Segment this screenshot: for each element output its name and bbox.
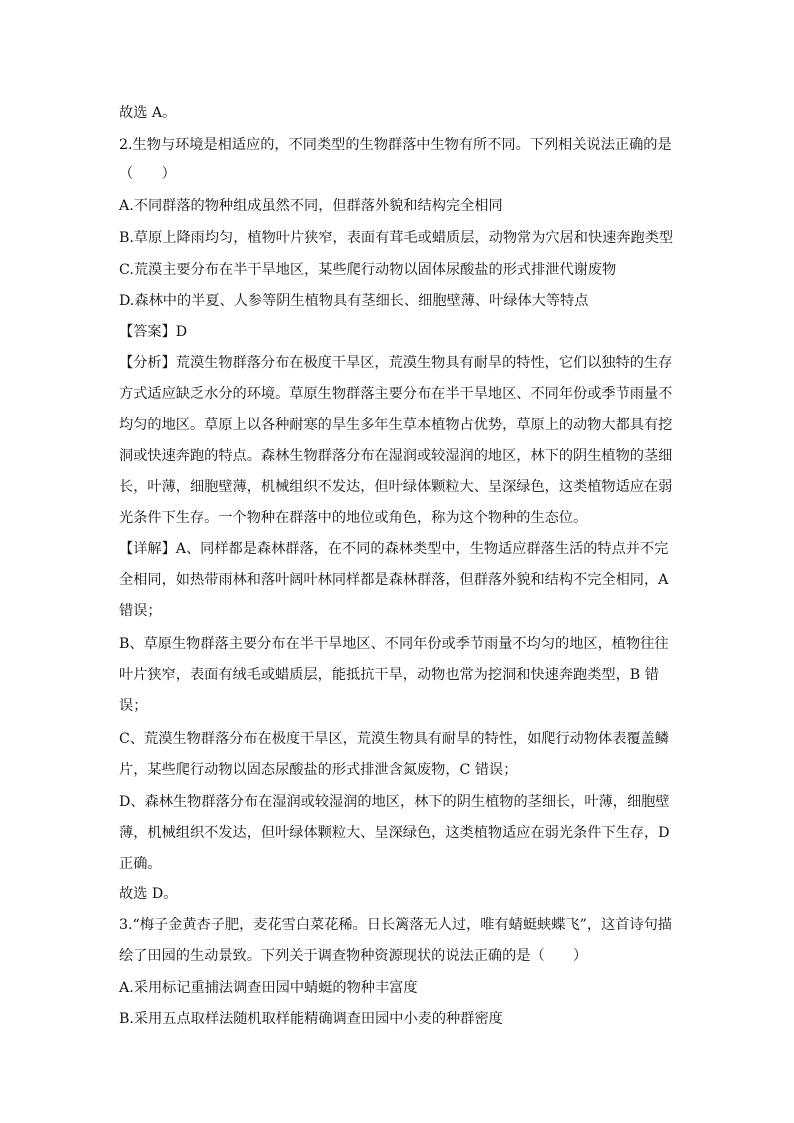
- analysis-line: 均匀的地区。草原上以各种耐寒的旱生多年生草本植物占优势，草原上的动物大都具有挖: [119, 417, 673, 433]
- explanation-line: 全相同，如热带雨林和落叶阔叶林同样都是森林群落，但群落外貌和结构不完全相同，A: [119, 572, 669, 588]
- analysis-line: 长，叶薄，细胞壁薄，机械组织不发达，但叶绿体颗粒大、呈深绿色，这类植物适应在弱: [119, 479, 673, 495]
- question-2-option-d: D.森林中的半夏、人参等阴生植物具有茎细长、细胞壁薄、叶绿体大等特点: [119, 293, 589, 309]
- analysis-line: 光条件下生存。一个物种在群落中的地位或角色，称为这个物种的生态位。: [119, 510, 588, 526]
- explanation-line: 薄，机械组织不发达，但叶绿体颗粒大、呈深绿色，这类植物适应在弱光条件下生存，D: [119, 825, 670, 841]
- explanation-line: 错误；: [119, 603, 162, 619]
- question-3-option-a: A.采用标记重捕法调查田园中蜻蜓的物种丰富度: [119, 980, 418, 996]
- analysis-line: 方式适应缺乏水分的环境。草原生物群落主要分布在半干旱地区、不同年份或季节雨量不: [119, 386, 673, 402]
- explanation-line: B、草原生物群落主要分布在半干旱地区、不同年份或季节雨量不均匀的地区，植物往往: [119, 636, 669, 652]
- text-line: 故选 D。: [119, 886, 178, 902]
- question-2-option-a: A.不同群落的物种组成虽然不同，但群落外貌和结构完全相同: [119, 198, 503, 214]
- question-2-blank: （ ）: [119, 166, 176, 182]
- explanation-line: 正确。: [119, 856, 162, 872]
- explanation-line: 片，某些爬行动物以固态尿酸盐的形式排泄含氮废物，C 错误；: [119, 762, 518, 778]
- question-2-option-c: C.荒漠主要分布在半干旱地区，某些爬行动物以固体尿酸盐的形式排泄代谢废物: [119, 262, 617, 278]
- explanation-line: 叶片狭窄，表面有绒毛或蜡质层，能抵抗干旱，动物也常为挖洞和快速奔跑类型，B 错: [119, 667, 659, 683]
- analysis-line: 洞或快速奔跑的特点。森林生物群落分布在湿润或较湿润的地区，林下的阴生植物的茎细: [119, 448, 673, 464]
- explanation-line: 【详解】A、同样都是森林群落，在不同的森林类型中，生物适应群落生活的特点并不完: [119, 541, 669, 557]
- analysis-line: 【分析】荒漠生物群落分布在极度干旱区，荒漠生物具有耐旱的特性，它们以独特的生存: [119, 355, 673, 371]
- question-2-stem: 2.生物与环境是相适应的，不同类型的生物群落中生物有所不同。下列相关说法正确的是: [119, 137, 672, 153]
- question-3-option-b: B.采用五点取样法随机取样能精确调查田园中小麦的种群密度: [119, 1011, 503, 1027]
- explanation-line: D、森林生物群落分布在湿润或较湿润的地区，林下的阴生植物的茎细长，叶薄，细胞壁: [119, 794, 670, 810]
- question-2-option-b: B.草原上降雨均匀，植物叶片狭窄，表面有茸毛或蜡质层，动物常为穴居和快速奔跑类型: [119, 230, 674, 246]
- answer-line: 【答案】D: [119, 324, 188, 340]
- question-3-stem: 绘了田园的生动景致。下列关于调查物种资源现状的说法正确的是（ ）: [119, 948, 588, 964]
- text-line: 故选 A。: [119, 105, 177, 121]
- explanation-line: C、荒漠生物群落分布在极度干旱区，荒漠生物具有耐旱的特性，如爬行动物体表覆盖鳞: [119, 731, 669, 747]
- explanation-line: 误；: [119, 698, 148, 714]
- question-3-stem: 3.“梅子金黄杏子肥，麦花雪白菜花稀。日长篱落无人过，唯有蜻蜓蛱蝶飞”，这首诗句描: [119, 917, 672, 933]
